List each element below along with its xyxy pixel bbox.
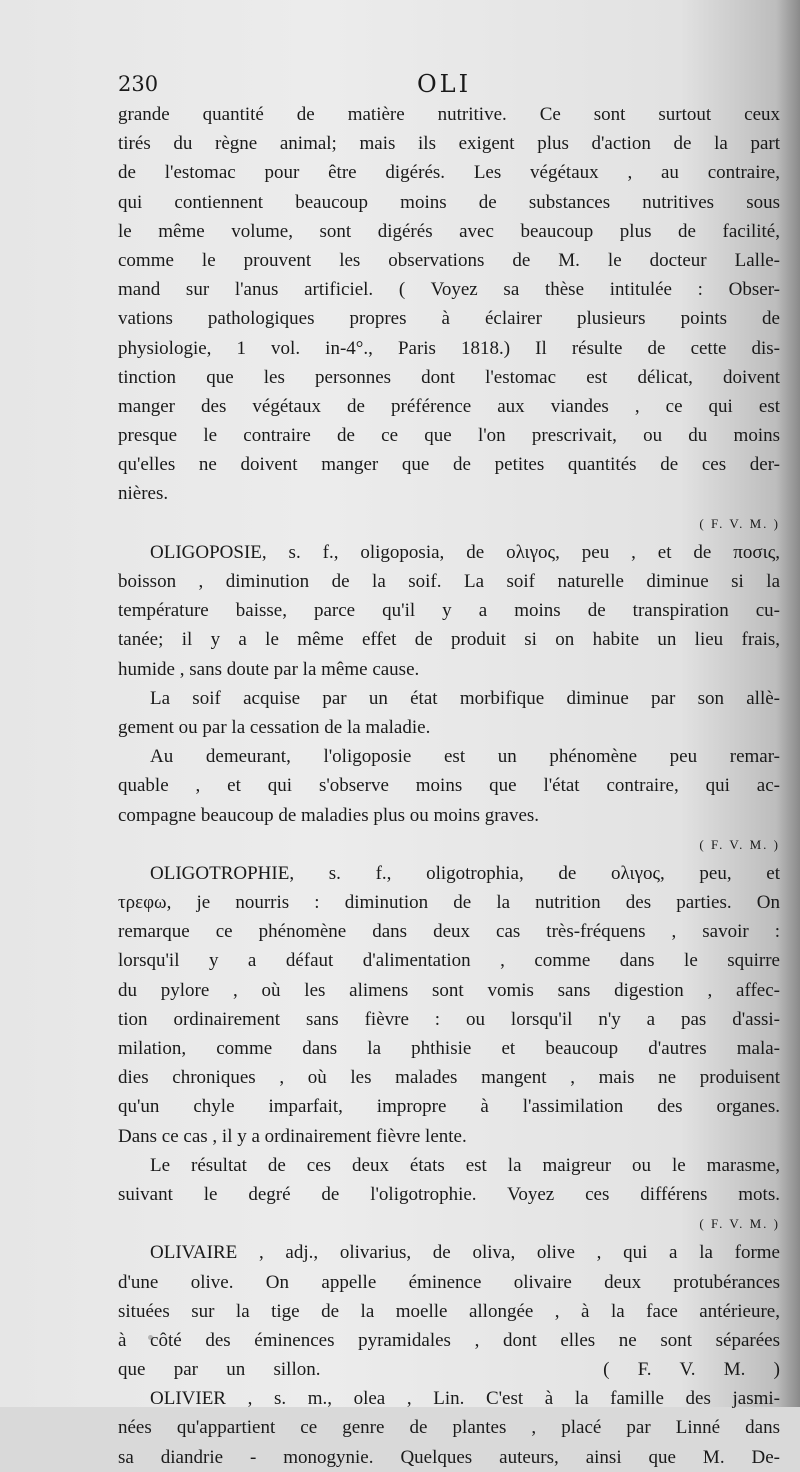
text-line: quable , et qui s'observe moins que l'état contraire, qui ac- [118, 775, 780, 797]
author-signature: ( F. V. M. ) [699, 1216, 780, 1232]
text-line: boisson , diminution de la soif. La soif naturelle diminue si la [118, 571, 780, 592]
text-line: lorsqu'il y a défaut d'alimentation , comme dans le squirre [118, 950, 780, 972]
text-line: Le résultat de ces deux états est la maigreur ou le marasme, [150, 1154, 780, 1176]
text-line: presque le contraire de ce que l'on prescrivait, ou du moins [118, 425, 780, 447]
text-line: Dans ce cas , il y a ordinairement fièvre lente. [118, 1125, 467, 1147]
text-line: nées qu'appartient ce genre de plantes , placé par Linné dans [118, 1417, 780, 1439]
text-line: tirés du règne animal; mais ils exigent plus d'action de la part [118, 133, 780, 155]
text-line: Au demeurant, l'oligoposie est un phénomène peu remar- [150, 746, 780, 768]
text-line: suivant le degré de l'oligotrophie. Voyez ces différens mots. [118, 1183, 780, 1205]
text-line: que par un sillon. ( F. V. M. ) [118, 1359, 780, 1381]
text-line: comme le prouvent les observations de M. le docteur Lalle- [118, 249, 780, 271]
text-line: mand sur l'anus artificiel. ( Voyez sa thèse intitulée : Obser- [118, 279, 780, 301]
author-signature: ( F. V. M. ) [699, 836, 780, 852]
text-line: de l'estomac pour être digérés. Les végétaux , au contraire, [118, 162, 780, 184]
text-line: La soif acquise par un état morbifique diminue par son allè- [150, 687, 780, 709]
text-line: compagne beaucoup de maladies plus ou moins graves. [118, 804, 540, 826]
text-line: milation, comme dans la phthisie et beaucoup d'autres mala- [118, 1038, 780, 1059]
text-line: gement ou par la cessation de la maladie. [118, 716, 431, 738]
text-line: tion ordinairement sans fièvre : ou lorsqu'il n'y a pas d'assi- [118, 1008, 780, 1030]
author-signature: ( F. V. M. ) [699, 515, 780, 531]
paper-speck [148, 1335, 153, 1340]
text-line: qui contiennent beaucoup moins de substances nutritives sous [118, 191, 780, 213]
running-head: OLI [416, 70, 472, 98]
text-line: du pylore , où les alimens sont vomis sans digestion , affec- [118, 979, 780, 1001]
text-line: nières. [118, 483, 169, 505]
text-line: vations pathologiques propres à éclairer plusieurs points de [118, 308, 780, 330]
text-line: humide , sans doute par la même cause. [118, 658, 420, 680]
text-line: τρεφω, je nourris : diminution de la nutrition des parties. On [118, 892, 780, 914]
text-line: manger des végétaux de préférence aux viandes , ce qui est [118, 395, 780, 417]
text-line: qu'elles ne doivent manger que de petites quantités de ces der- [118, 454, 780, 476]
text-line: tinction que les personnes dont l'estomac est délicat, doivent [118, 366, 780, 388]
text-line: situées sur la tige de la moelle allongée , à la face antérieure, [118, 1300, 780, 1322]
text-line: sa diandrie - monogynie. Quelques auteurs, ainsi que M. De- [118, 1446, 780, 1468]
entry-heading-olivier: OLIVIER , s. m., olea , Lin. C'est à la famille des jasmi- [150, 1388, 780, 1410]
text-line: température baisse, parce qu'il y a moins de transpiration cu- [118, 600, 780, 622]
entry-heading-oligoposie: OLIGOPOSIE, s. f., oligoposia, de ολιγος, peu , et de ποσις, [150, 541, 780, 563]
text-line: le même volume, sont digérés avec beaucoup plus de facilité, [118, 220, 780, 242]
text-line: remarque ce phénomène dans deux cas très-fréquens , savoir : [118, 921, 780, 943]
text-line: qu'un chyle imparfait, impropre à l'assimilation des organes. [118, 1096, 780, 1118]
entry-heading-oligotrophie: OLIGOTROPHIE, s. f., oligotrophia, de ολιγος, peu, et [150, 862, 780, 884]
text-line: d'une olive. On appelle éminence olivaire deux protubérances [118, 1271, 780, 1293]
page-number: 230 [118, 72, 159, 96]
text-line: grande quantité de matière nutritive. Ce sont surtout ceux [118, 104, 780, 125]
text-line: dies chroniques , où les malades mangent , mais ne produisent [118, 1067, 780, 1089]
text-line: tanée; il y a le même effet de produit si on habite un lieu frais, [118, 629, 780, 651]
page-header [118, 70, 770, 104]
page-body [118, 100, 780, 1472]
entry-heading-olivaire: OLIVAIRE , adj., olivarius, de oliva, olive , qui a la forme [150, 1242, 780, 1264]
text-line: à côté des éminences pyramidales , dont elles ne sont séparées [118, 1329, 780, 1351]
text-line: physiologie, 1 vol. in-4°., Paris 1818.) Il résulte de cette dis- [118, 337, 780, 359]
